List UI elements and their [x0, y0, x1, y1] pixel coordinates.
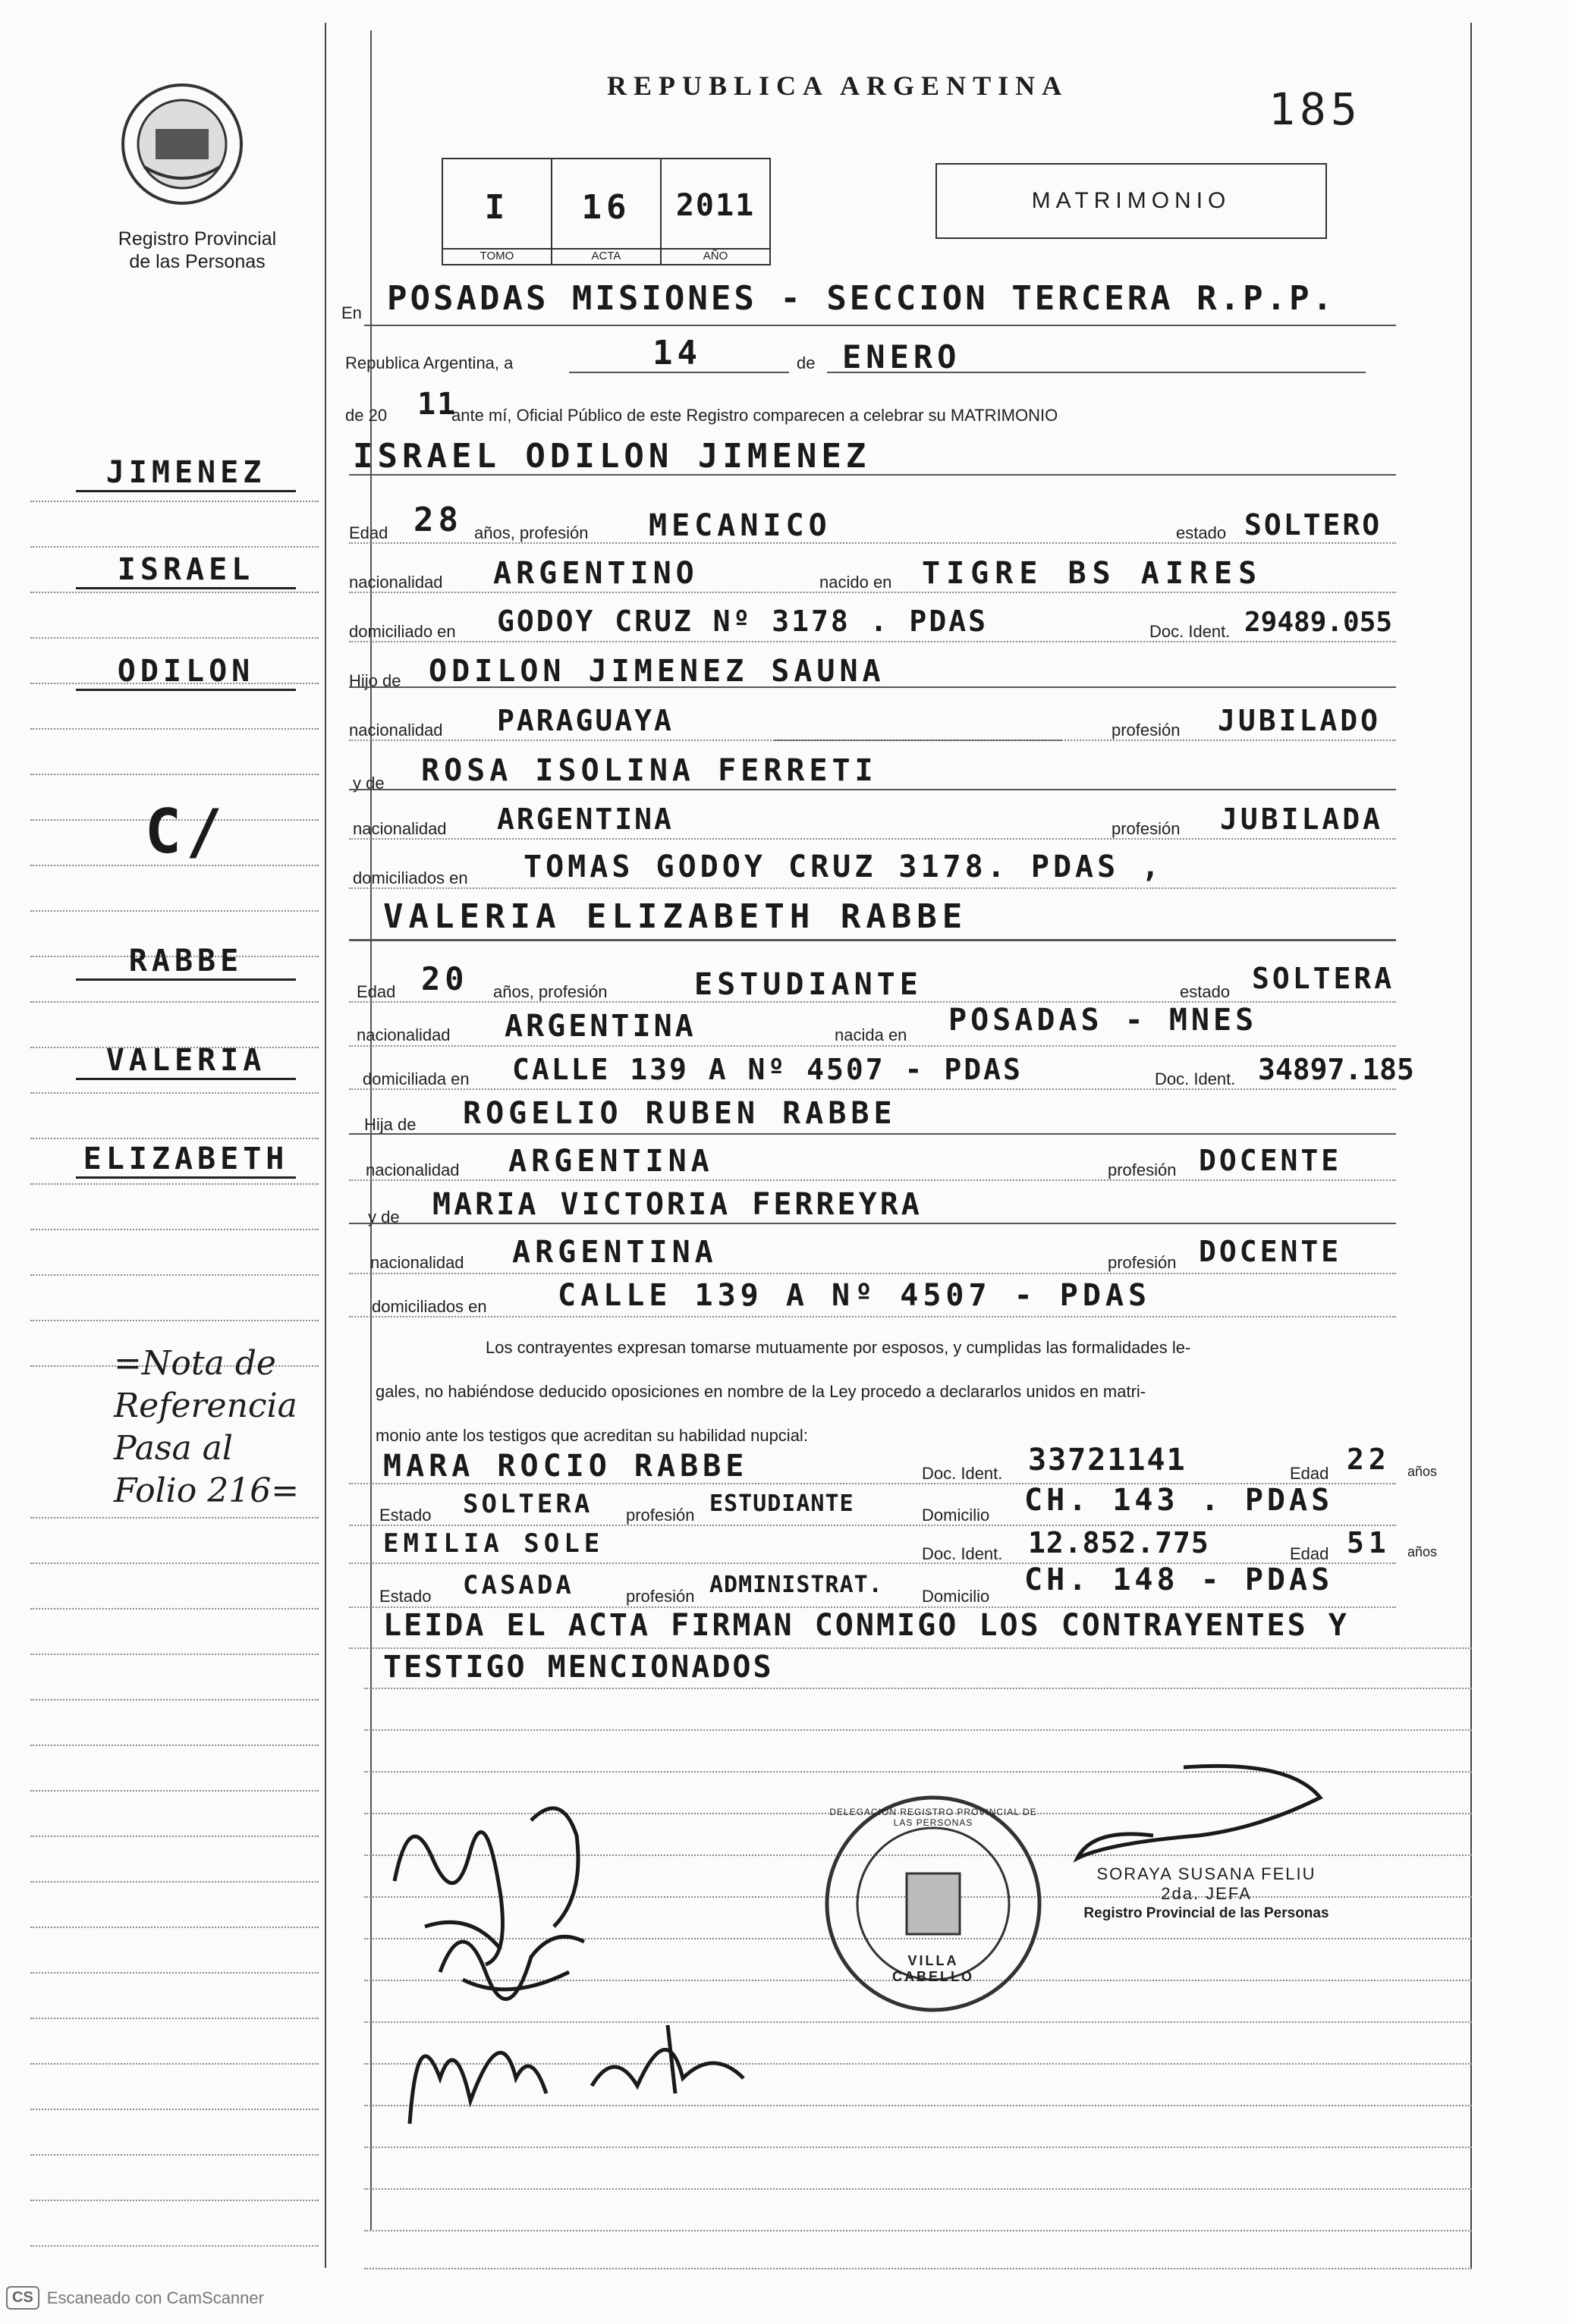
seal-inner-text: VILLA CABELLO [892, 1953, 974, 1984]
margin-conj: C/ [144, 796, 228, 867]
margin-note [114, 1343, 299, 1512]
groom-yde-label: y de [353, 774, 385, 793]
record-box [442, 158, 771, 265]
witness1-doc-label: Doc. Ident. [922, 1464, 1003, 1483]
signature-bride [432, 1896, 599, 2002]
acta-cell [552, 159, 662, 264]
act-type: MATRIMONIO [1031, 188, 1231, 213]
de-label: de [797, 353, 816, 372]
witness1-profession: ESTUDIANTE [709, 1490, 854, 1517]
bride-father-nac-label: nacionalidad [366, 1160, 460, 1179]
scanner-badge: CS [6, 2286, 39, 2310]
groom-mother-nac-label: nacionalidad [353, 819, 447, 838]
groom-father-nac-label: nacionalidad [349, 721, 443, 740]
bride-nacionalidad-label: nacionalidad [357, 1025, 451, 1044]
groom-nacionalidad-label: nacionalidad [349, 573, 443, 592]
acta-label: ACTA [552, 248, 660, 262]
bride-doc-label: Doc. Ident. [1155, 1069, 1236, 1088]
registry-name-line1: Registro Provincial [118, 228, 277, 250]
year-suffix: 11 [417, 387, 457, 422]
bride-doc-number: 34897.185 [1258, 1053, 1414, 1086]
groom-mother-name: ROSA ISOLINA FERRETI [421, 753, 878, 788]
groom-parents-address: TOMAS GODOY CRUZ 3178. PDAS , [524, 850, 1164, 884]
witness2-estado-label: Estado [379, 1587, 432, 1606]
bride-birthplace: POSADAS - MNES [948, 1003, 1258, 1038]
groom-mother-profession: JUBILADA [1220, 802, 1384, 836]
witness2-name: EMILIA SOLE [383, 1528, 605, 1559]
groom-civil-status: SOLTERO [1244, 508, 1382, 542]
margin-note-line3: Pasa al [114, 1429, 233, 1468]
margin-name2a: VALERIA [76, 1043, 296, 1080]
form-right-border [1470, 23, 1472, 2268]
bride-nacida-label: nacida en [835, 1025, 907, 1044]
witness1-address: CH. 143 . PDAS [1024, 1483, 1334, 1518]
bride-mother-nationality: ARGENTINA [512, 1235, 718, 1270]
country-title: REPUBLICA ARGENTINA [607, 71, 1069, 101]
signature-witness1 [395, 1987, 561, 2139]
bride-father-profession: DOCENTE [1199, 1144, 1342, 1177]
scanner-text: Escaneado con CamScanner [46, 2288, 264, 2307]
bride-anos-label: años, profesión [493, 982, 608, 1001]
witness2-doc-label: Doc. Ident. [922, 1544, 1003, 1563]
official-seal [819, 1790, 1047, 2018]
bride-domiciliada-label: domiciliada en [363, 1069, 470, 1088]
year-prefix: de 20 [345, 406, 388, 425]
official-title: 2da. JEFA [1161, 1884, 1252, 1903]
bride-full-name: VALERIA ELIZABETH RABBE [383, 897, 968, 936]
groom-birthplace: TIGRE BS AIRES [922, 556, 1263, 591]
official-name: SORAYA SUSANA FELIU [1096, 1864, 1316, 1883]
bride-father-nationality: ARGENTINA [508, 1144, 714, 1179]
witness2-address: CH. 148 - PDAS [1024, 1562, 1334, 1597]
margin-surname1: JIMENEZ [76, 455, 296, 492]
intro-text: ante mí, Oficial Público de este Registro comparecen a celebrar su MATRIMONIO [451, 406, 1058, 425]
bride-hija-label: Hija de [364, 1115, 417, 1134]
signature-witness2 [577, 2002, 774, 2109]
groom-nationality: ARGENTINO [493, 556, 699, 591]
scanner-footer [6, 2286, 264, 2310]
tomo-label: TOMO [443, 248, 551, 262]
groom-father-nationality: PARAGUAYA [497, 704, 674, 737]
groom-domiciliado-label: domiciliado en [349, 622, 456, 641]
bride-age: 20 [421, 960, 469, 997]
witness2-prof-label: profesión [626, 1587, 695, 1606]
official-block [1062, 1864, 1350, 1924]
bride-mother-name: MARIA VICTORIA FERREYRA [432, 1187, 923, 1222]
page-number: 185 [1269, 83, 1362, 135]
registry-logo [114, 76, 250, 212]
witness2-doc: 12.852.775 [1028, 1526, 1209, 1559]
acta-value: 16 [581, 188, 631, 227]
groom-anos-label: años, profesión [474, 523, 589, 542]
groom-father-name: ODILON JIMENEZ SAUNA [429, 654, 885, 689]
declaration-line2: gales, no habiéndose deducido oposiciones en nombre de la Ley procedo a declararlos unidos en matri- [376, 1382, 1146, 1401]
margin-name1b: ODILON [76, 654, 296, 691]
margin-surname2: RABBE [76, 944, 296, 981]
margin-note-line2: Referencia [114, 1387, 297, 1425]
witness1-prof-label: profesión [626, 1506, 695, 1525]
declaration-line1: Los contrayentes expresan tomarse mutuamente por esposos, y cumplidas las formalidades le- [486, 1338, 1191, 1357]
groom-estado-label: estado [1176, 523, 1227, 542]
groom-mother-prof-label: profesión [1112, 819, 1181, 838]
bride-address: CALLE 139 A Nº 4507 - PDAS [512, 1053, 1023, 1086]
witness2-edad-label: Edad [1290, 1544, 1329, 1563]
act-type-box [935, 163, 1327, 239]
bride-mother-prof-label: profesión [1108, 1253, 1177, 1272]
witness1-anos-label: años [1407, 1464, 1438, 1479]
witness1-status: SOLTERA [463, 1489, 593, 1519]
tomo-cell [443, 159, 552, 264]
bride-domiciliados-label: domiciliados en [372, 1297, 487, 1316]
ano-value: 2011 [675, 188, 756, 223]
bride-civil-status: SOLTERA [1252, 962, 1395, 995]
margin-name1a: ISRAEL [76, 552, 296, 589]
signature-official [1062, 1752, 1335, 1866]
location: POSADAS MISIONES - SECCION TERCERA R.P.P. [387, 279, 1336, 318]
month: ENERO [842, 338, 961, 375]
ano-cell [662, 159, 769, 264]
registry-logo-icon [114, 76, 250, 212]
witness1-name: MARA ROCIO RABBE [383, 1449, 749, 1484]
witness1-edad-label: Edad [1290, 1464, 1329, 1483]
groom-domiciliados-label: domiciliados en [353, 868, 468, 887]
bride-edad-label: Edad [357, 982, 396, 1001]
declaration-line3: monio ante los testigos que acreditan su habilidad nupcial: [376, 1426, 808, 1445]
declaration [357, 1326, 1449, 1458]
bride-estado-label: estado [1180, 982, 1231, 1001]
bride-profession: ESTUDIANTE [694, 967, 923, 1002]
ano-label: AÑO [662, 248, 769, 262]
groom-hijo-label: Hijo de [349, 671, 401, 690]
witness2-status: CASADA [463, 1570, 574, 1600]
groom-doc-label: Doc. Ident. [1149, 622, 1231, 641]
closing-line1: LEIDA EL ACTA FIRMAN CONMIGO LOS CONTRAYENTES Y [383, 1608, 1349, 1643]
bride-mother-profession: DOCENTE [1199, 1235, 1342, 1268]
witness1-estado-label: Estado [379, 1506, 432, 1525]
groom-address: GODOY CRUZ Nº 3178 . PDAS [497, 605, 988, 638]
witness2-domicilio-label: Domicilio [922, 1587, 990, 1606]
registry-name [83, 228, 311, 273]
margin-note-line4: Folio 216= [114, 1471, 300, 1510]
tomo-value: I [484, 188, 510, 227]
bride-nationality: ARGENTINA [505, 1009, 696, 1044]
en-label: En [341, 303, 362, 322]
witness1-age: 22 [1347, 1443, 1391, 1476]
registry-name-line2: de las Personas [129, 251, 266, 272]
witness1-doc: 33721141 [1028, 1443, 1187, 1478]
official-org: Registro Provincial de las Personas [1083, 1905, 1329, 1921]
groom-doc-number: 29489.055 [1244, 607, 1393, 638]
groom-nacido-label: nacido en [819, 573, 892, 592]
bride-father-prof-label: profesión [1108, 1160, 1177, 1179]
margin-note-line1: =Nota de [114, 1344, 276, 1383]
closing-line2: TESTIGO MENCIONADOS [383, 1650, 774, 1685]
witness2-anos-label: años [1407, 1544, 1438, 1559]
witness1-domicilio-label: Domicilio [922, 1506, 990, 1525]
republica-label: Republica Argentina, a [345, 353, 514, 372]
bride-father-name: ROGELIO RUBEN RABBE [463, 1096, 897, 1131]
bride-yde-label: y de [368, 1208, 400, 1226]
groom-father-profession: JUBILADO [1218, 704, 1382, 737]
margin-name2b: ELIZABETH [76, 1142, 296, 1179]
groom-mother-nationality: ARGENTINA [497, 802, 674, 836]
witness2-age: 51 [1347, 1526, 1391, 1559]
groom-full-name: ISRAEL ODILON JIMENEZ [353, 437, 871, 476]
bride-mother-nac-label: nacionalidad [370, 1253, 464, 1272]
seal-ring-text: DELEGACION REGISTRO PROVINCIAL DE LAS PERSONAS [829, 1807, 1037, 1828]
bride-parents-address: CALLE 139 A Nº 4507 - PDAS [558, 1278, 1152, 1313]
groom-edad-label: Edad [349, 523, 388, 542]
margin-column-border [325, 23, 326, 2268]
groom-father-prof-label: profesión [1112, 721, 1181, 740]
groom-profession: MECANICO [649, 508, 832, 543]
witness2-profession: ADMINISTRAT. [709, 1572, 883, 1598]
groom-age: 28 [413, 501, 463, 539]
day: 14 [652, 334, 702, 372]
